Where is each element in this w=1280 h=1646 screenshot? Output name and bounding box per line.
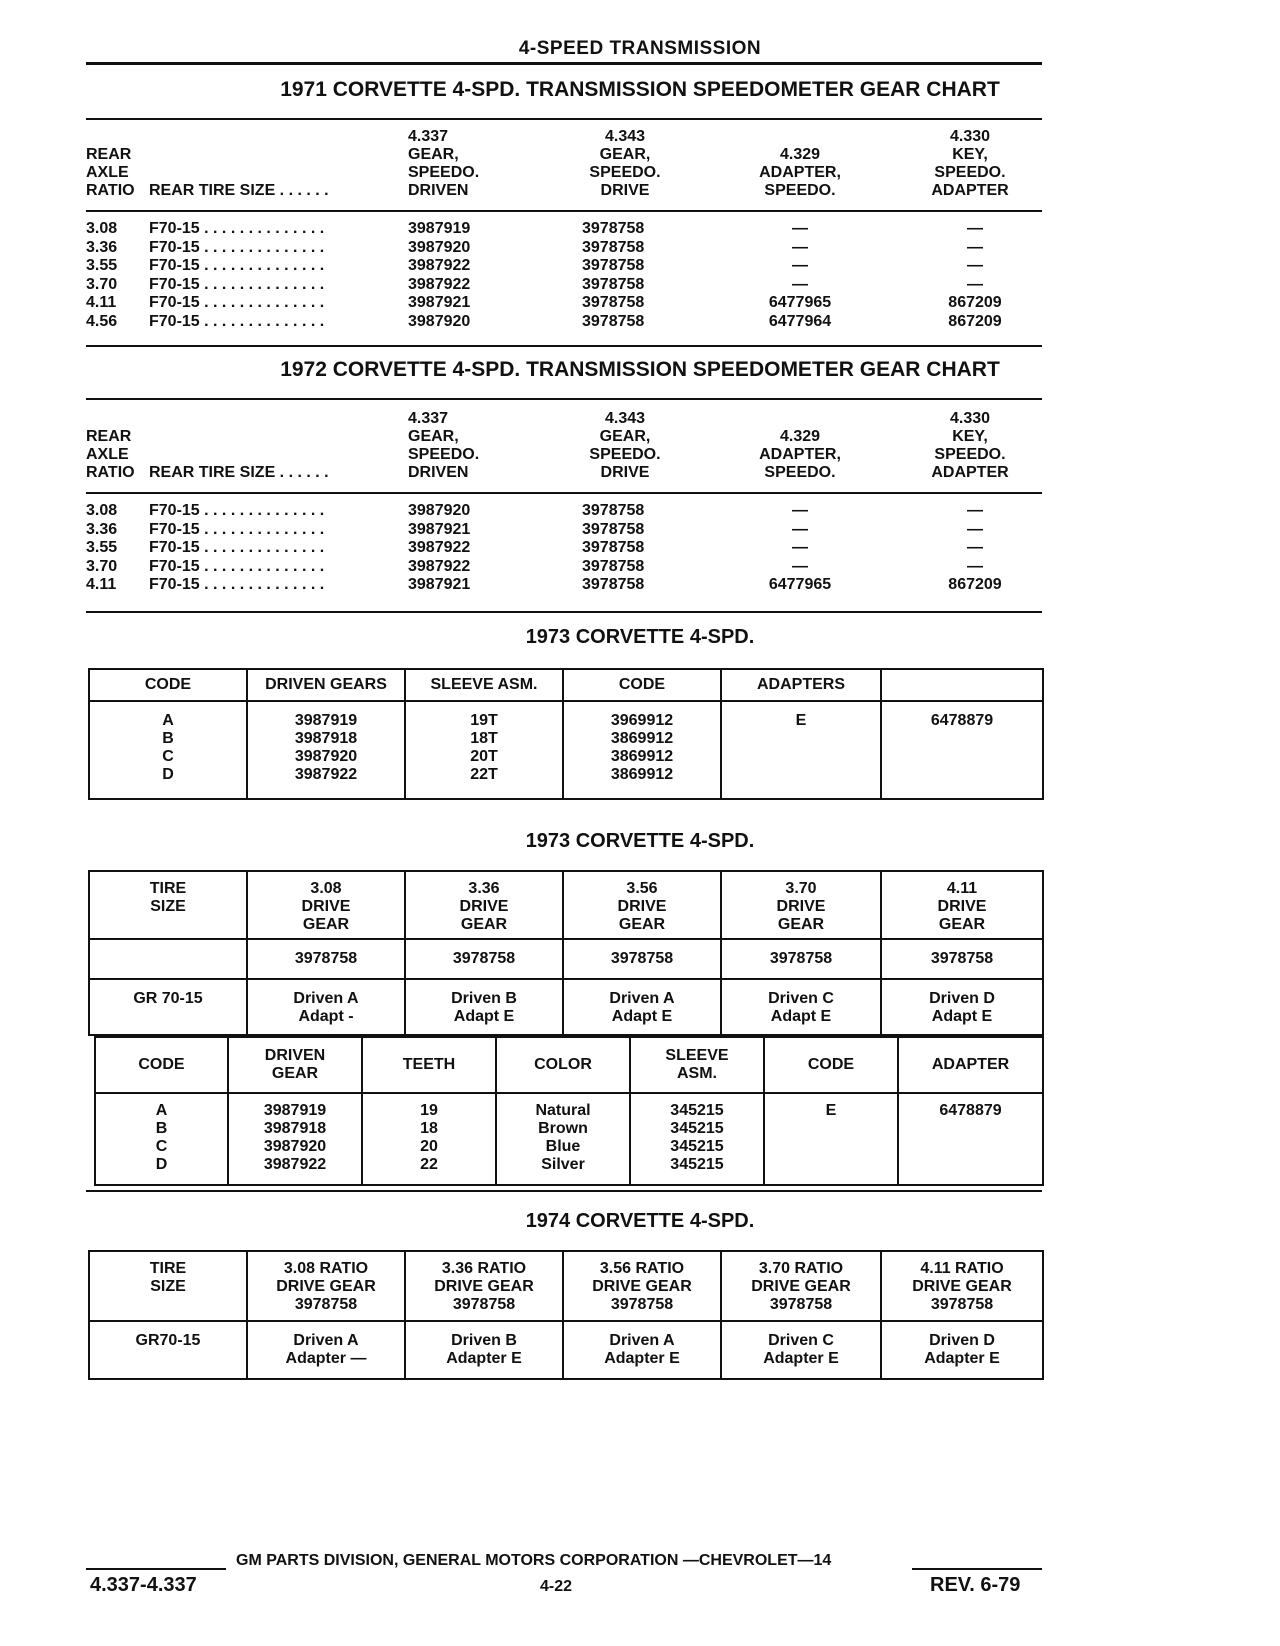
table-1973b [88,870,1044,1036]
chart-1972-adapters: — — — — 6477965 [768,502,832,593]
table-cell: 3987919 3987918 3987920 3987922 [228,1093,362,1185]
col-header-rear-axle-ratio: REAR AXLE RATIO [86,428,135,481]
footer-publisher: GM PARTS DIVISION, GENERAL MOTORS CORPORATION —CHEVROLET—14 [236,1552,832,1569]
chart-1971-tire-sizes: F70-15 . . . . . . . . . . . . . . F70-15 . . . . . . . . . . . . . . F70-15 . . . . . . . . . . . . . . F70-15 . . . . . . . . . . . . . . F70-15 . . . . . . . . . . . . . . F70-15 . . . . . . . . . . . . . . [149,220,325,330]
table-header-cell: 3.08 DRIVE GEAR [247,871,405,939]
table-cell: 345215 345215 345215 345215 [630,1093,764,1185]
col-header-drive-gear: 4.343 GEAR, SPEEDO. DRIVE [589,410,661,481]
table-header-cell: CODE [563,669,721,701]
table-cell: A B C D [95,1093,228,1185]
table-cell: Driven A Adapter E [563,1321,721,1379]
table-header-cell: TEETH [362,1037,496,1093]
table-cell: Natural Brown Blue Silver [496,1093,630,1185]
footer-revision: REV. 6-79 [930,1574,1021,1596]
table-1973a [88,668,1044,800]
table-1973c-bottom-rule [86,1190,1042,1192]
table-header-cell: ADAPTERS [721,669,881,701]
table-cell: Driven C Adapt E [721,979,881,1035]
table-header-cell: 3.70 RATIO DRIVE GEAR 3978758 [721,1251,881,1321]
table-cell: 3978758 [247,939,405,979]
chart-1972-keys: — — — — 867209 [948,502,1002,593]
chart-1972-drive-gears: 3978758 3978758 3978758 3978758 3978758 [582,502,645,593]
col-header-adapter: 4.329 ADAPTER, SPEEDO. [759,146,841,199]
table-cell: Driven D Adapter E [881,1321,1043,1379]
chart-1972-top-rule [86,398,1042,400]
table-header-cell: 3.56 DRIVE GEAR [563,871,721,939]
col-header-rear-tire-size: REAR TIRE SIZE . . . . . . [149,464,329,481]
footer-group-number: 4.337-4.337 [90,1574,197,1596]
table-cell: 3978758 [563,939,721,979]
table-header-cell: 4.11 RATIO DRIVE GEAR 3978758 [881,1251,1043,1321]
footer-rule-left [86,1568,226,1570]
table-header-cell: 4.11 DRIVE GEAR [881,871,1043,939]
chart-1972-tire-sizes: F70-15 . . . . . . . . . . . . . . F70-15 . . . . . . . . . . . . . . F70-15 . . . . . . . . . . . . . . F70-15 . . . . . . . . . . . . . . F70-15 . . . . . . . . . . . . . . [149,502,325,593]
table-header-cell [881,669,1043,701]
table-cell: GR70-15 [89,1321,247,1379]
table-1974 [88,1250,1044,1380]
chart-1971-keys: — — — — 867209 867209 [948,220,1002,330]
table-cell: Driven C Adapter E [721,1321,881,1379]
table-cell: Driven A Adapter — [247,1321,405,1379]
table-cell: 3978758 [405,939,563,979]
table-header-cell: 3.36 RATIO DRIVE GEAR 3978758 [405,1251,563,1321]
col-header-key-adapter: 4.330 KEY, SPEEDO. ADAPTER [931,410,1009,481]
chart-1972-driven-gears: 3987920 3987921 3987922 3987922 3987921 [408,502,471,593]
chart-1971-ratios: 3.08 3.36 3.55 3.70 4.11 4.56 [86,220,118,330]
table-header-cell: CODE [89,669,247,701]
col-header-drive-gear: 4.343 GEAR, SPEEDO. DRIVE [589,128,661,199]
table-cell: 19T 18T 20T 22T [405,701,563,799]
table-cell: 3978758 [721,939,881,979]
table-header-cell: SLEEVE ASM. [630,1037,764,1093]
table-cell: Driven B Adapter E [405,1321,563,1379]
col-header-key-adapter: 4.330 KEY, SPEEDO. ADAPTER [931,128,1009,199]
table-header-cell: TIRE SIZE [89,1251,247,1321]
footer-rule-right [912,1568,1042,1570]
table-header-cell: 3.36 DRIVE GEAR [405,871,563,939]
title-rule [86,62,1042,65]
table-cell: 19 18 20 22 [362,1093,496,1185]
table-cell: E [721,701,881,799]
table-cell: 3987919 3987918 3987920 3987922 [247,701,405,799]
chart-1972-bottom-rule [86,611,1042,613]
chart-1971-top-rule [86,118,1042,120]
table-cell: Driven A Adapt E [563,979,721,1035]
table-header-cell: CODE [764,1037,898,1093]
table-cell: 6478879 [881,701,1043,799]
chart-1972-header-rule [86,492,1042,494]
table-header-cell: SLEEVE ASM. [405,669,563,701]
col-header-rear-tire-size: REAR TIRE SIZE . . . . . . [149,182,329,199]
chart-1971-drive-gears: 3978758 3978758 3978758 3978758 3978758 3978758 [582,220,645,330]
col-header-rear-axle-ratio: REAR AXLE RATIO [86,146,135,199]
col-header-driven-gear: 4.337 GEAR, SPEEDO. DRIVEN [408,128,480,199]
chart-1971-header-rule [86,210,1042,212]
table-header-cell: ADAPTER [898,1037,1043,1093]
table-cell: Driven D Adapt E [881,979,1043,1035]
footer-page-number: 4-22 [540,1578,573,1595]
table-1973c [94,1036,1044,1186]
table-header-cell: DRIVEN GEARS [247,669,405,701]
col-header-driven-gear: 4.337 GEAR, SPEEDO. DRIVEN [408,410,480,481]
table-cell: Driven A Adapt - [247,979,405,1035]
table-header-cell: COLOR [496,1037,630,1093]
table-cell: 3978758 [881,939,1043,979]
table-1974-title: 1974 CORVETTE 4-SPD. [525,1210,755,1232]
table-header-cell: 3.56 RATIO DRIVE GEAR 3978758 [563,1251,721,1321]
page-title: 4-SPEED TRANSMISSION [518,38,762,59]
table-cell: 3969912 3869912 3869912 3869912 [563,701,721,799]
chart-1972-title: 1972 CORVETTE 4-SPD. TRANSMISSION SPEEDOMETER GEAR CHART [280,358,1000,381]
table-header-cell: DRIVEN GEAR [228,1037,362,1093]
table-cell [89,939,247,979]
chart-1971-driven-gears: 3987919 3987920 3987922 3987922 3987921 3987920 [408,220,471,330]
chart-1972-ratios: 3.08 3.36 3.55 3.70 4.11 [86,502,118,593]
table-cell: GR 70-15 [89,979,247,1035]
col-header-adapter: 4.329 ADAPTER, SPEEDO. [759,428,841,481]
table-cell: Driven B Adapt E [405,979,563,1035]
table-header-cell: CODE [95,1037,228,1093]
table-header-cell: 3.08 RATIO DRIVE GEAR 3978758 [247,1251,405,1321]
table-1973a-title: 1973 CORVETTE 4-SPD. [525,626,755,648]
table-header-cell: 3.70 DRIVE GEAR [721,871,881,939]
chart-1971-title: 1971 CORVETTE 4-SPD. TRANSMISSION SPEEDOMETER GEAR CHART [280,78,1000,101]
table-header-cell: TIRE SIZE [89,871,247,939]
chart-1971-adapters: — — — — 6477965 6477964 [768,220,832,330]
table-cell: 6478879 [898,1093,1043,1185]
table-cell: E [764,1093,898,1185]
table-1973b-title: 1973 CORVETTE 4-SPD. [525,830,755,852]
table-cell: A B C D [89,701,247,799]
chart-1971-bottom-rule [86,345,1042,347]
